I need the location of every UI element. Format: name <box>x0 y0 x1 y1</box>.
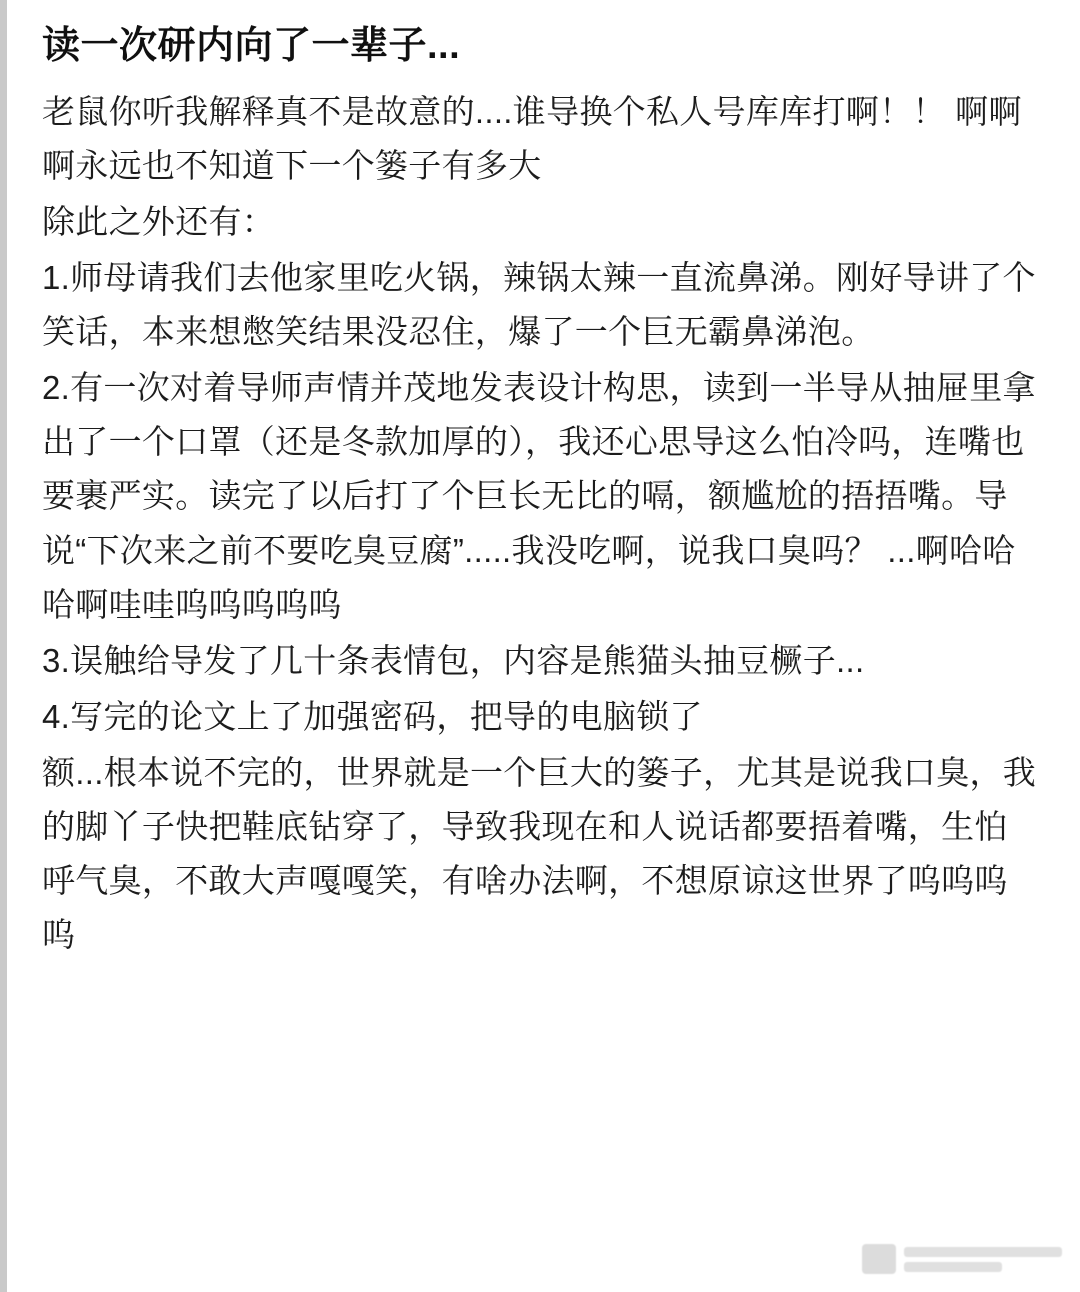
post-paragraph: 老鼠你听我解释真不是故意的....谁导换个私人号库库打啊！！ 啊啊啊永远也不知道下一个篓子有多大 <box>42 92 1022 184</box>
watermark-logo-icon <box>862 1244 896 1274</box>
watermark-bar <box>904 1247 1062 1257</box>
left-edge-rule <box>0 0 7 1292</box>
post-paragraph: 1.师母请我们去他家里吃火锅，辣锅太辣一直流鼻涕。刚好导讲了个笑话，本来想憋笑结果没忍住，爆了一个巨无霸鼻涕泡。 <box>42 258 1036 351</box>
post-paragraph: 额...根本说不完的，世界就是一个巨大的篓子，尤其是说我口臭，我的脚丫子快把鞋底钻穿了，导致我现在和人说话都要捂着嘴，生怕呼气臭，不敢大声嘎嘎笑，有啥办法啊，不想原谅这世界了呜呜呜呜 <box>42 753 1037 954</box>
watermark-text <box>904 1247 1062 1272</box>
post-paragraph: 4.写完的论文上了加强密码，把导的电脑锁了 <box>42 697 703 735</box>
post-paragraph: 除此之外还有： <box>42 202 276 240</box>
post-paragraph: 3.误触给导发了几十条表情包，内容是熊猫头抽豆橛子... <box>42 641 865 679</box>
post-paragraph: 2.有一次对着导师声情并茂地发表设计构思，读到一半导从抽屉里拿出了一个口罩（还是冬款加厚的），我还心思导这么怕冷吗，连嘴也要裹严实。读完了以后打了个巨长无比的嗝，额尴尬的捂捂嘴。导说“下次来之前不要吃臭豆腐”.....我没吃啊，说我口臭吗？ ...啊哈哈哈啊哇哇呜呜呜呜呜 <box>42 369 1036 623</box>
page-title: 读一次研内向了一辈子... <box>42 25 461 67</box>
watermark-bar <box>904 1262 1002 1272</box>
post-body <box>42 85 1040 963</box>
watermark <box>862 1240 1062 1278</box>
